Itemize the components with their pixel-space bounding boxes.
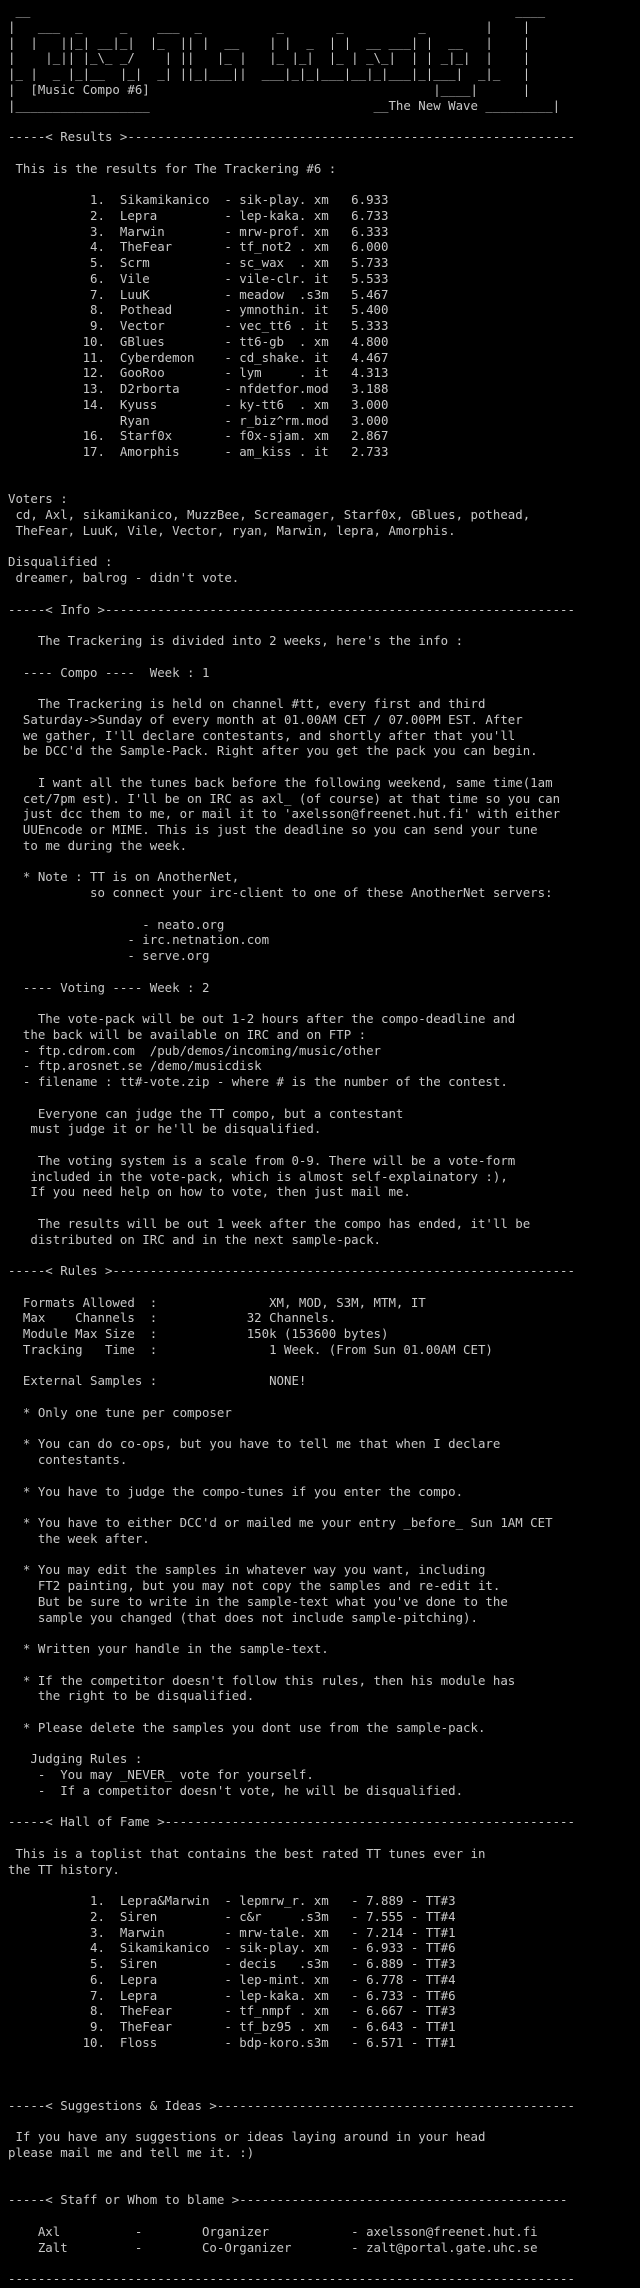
text-line: just dcc them to me, or mail it to 'axelsson@freenet.hut.fi' with either	[8, 806, 561, 822]
text-line: The Trackering is held on channel #tt, every first and third	[8, 696, 486, 711]
text-line: - serve.org	[8, 948, 210, 963]
text-line: * Note : TT is on AnotherNet,	[8, 869, 240, 885]
text-line: 9. TheFear - tf_bz95 . xm - 6.643 - TT#1	[8, 2019, 456, 2034]
text-line: 4. TheFear - tf_not2 . xm 6.000	[8, 239, 389, 255]
text-line: The Trackering is divided into 2 weeks, here's the info :	[8, 633, 464, 648]
blank-line	[8, 1625, 575, 1641]
text-line: - irc.netnation.com	[8, 932, 270, 948]
text-line: Formats Allowed : XM, MOD, S3M, MTM, IT	[8, 1294, 426, 1310]
text-line: 14. Kyuss - ky-tt6 . xm 3.000	[8, 396, 389, 412]
text-line: ---- Compo ---- Week : 1	[8, 664, 210, 680]
blank-line	[8, 460, 575, 476]
text-line: Disqualified :	[8, 554, 113, 570]
text-line: * Written your handle in the sample-text.	[8, 1641, 329, 1656]
text-line: The voting system is a scale from 0-9. There will be a vote-form	[8, 1152, 516, 1168]
blank-line	[8, 2161, 575, 2177]
blank-line	[8, 2114, 575, 2130]
text-line: - If a competitor doesn't vote, he will be disqualified.	[8, 1782, 464, 1798]
text-line: This is a toplist that contains the best rated TT tunes ever in	[8, 1845, 486, 1861]
blank-line	[8, 680, 575, 696]
text-line: 4. Sikamikanico - sik-play. xm - 6.933 - TT#6	[8, 1940, 456, 1956]
blank-line	[8, 2082, 575, 2098]
ascii-banner-line: __ ____	[8, 3, 546, 18]
blank-line	[8, 2208, 575, 2224]
text-line: External Samples : NONE!	[8, 1373, 307, 1389]
blank-line	[8, 2066, 575, 2082]
text-line: dreamer, balrog - didn't vote.	[8, 570, 240, 585]
text-line: 12. GooRoo - lym . it 4.313	[8, 365, 389, 381]
text-line: * You may edit the samples in whatever way you want, including	[8, 1562, 486, 1578]
blank-line	[8, 476, 575, 492]
text-line: the back will be available on IRC and on FTP :	[8, 1026, 367, 1042]
text-line: 16. Starf0x - f0x-sjam. xm 2.867	[8, 428, 389, 444]
text-line: 11. Cyberdemon - cd_shake. it 4.467	[8, 349, 389, 365]
blank-line	[8, 995, 575, 1011]
text-line: The vote-pack will be out 1-2 hours after the compo-deadline and	[8, 1011, 516, 1026]
text-line: distributed on IRC and in the next sample-pack.	[8, 1231, 381, 1247]
blank-line	[8, 649, 575, 665]
blank-line	[8, 1799, 575, 1815]
text-line: 3. Marwin - mrw-tale. xm - 7.214 - TT#1	[8, 1924, 456, 1940]
text-line: UUEncode or MIME. This is just the deadline so you can send your tune	[8, 822, 538, 837]
text-line: * Only one tune per composer	[8, 1404, 232, 1420]
text-line: * You have to judge the compo-tunes if you enter the compo.	[8, 1483, 464, 1499]
text-line: be DCC'd the Sample-Pack. Right after you get the pack you can begin.	[8, 743, 538, 759]
blank-line	[8, 586, 575, 602]
text-line: - ftp.arosnet.se /demo/musicdisk	[8, 1058, 262, 1074]
ascii-banner-line: | |_|| |_\_ _/ | || |_ | |_ |_| |_ | _\_| | | _|_| | |	[8, 50, 531, 66]
text-line: Axl - Organizer - axelsson@freenet.hut.fi	[8, 2223, 538, 2239]
text-line: 8. TheFear - tf_nmpf . xm - 6.667 - TT#3	[8, 2003, 456, 2019]
blank-line	[8, 1389, 575, 1405]
text-line: * You can do co-ops, but you have to tell me that when I declare	[8, 1436, 501, 1452]
text-line: 7. Lepra - lep-kaka. xm - 6.733 - TT#6	[8, 1987, 456, 2003]
text-line: Judging Rules :	[8, 1751, 143, 1767]
blank-line	[8, 2051, 575, 2067]
text-line: 13. D2rborta - nfdetfor.mod 3.188	[8, 381, 389, 396]
text-line: the right to be disqualified.	[8, 1688, 255, 1704]
text-line: sample you changed (that does not include sample-pitching).	[8, 1609, 478, 1625]
text-line: 10. GBlues - tt6-gb . xm 4.800	[8, 333, 389, 349]
section-divider: ----------------------------------------------------------------------------	[8, 2271, 575, 2286]
blank-line	[8, 1499, 575, 1515]
blank-line	[8, 1468, 575, 1484]
text-line: If you have any suggestions or ideas laying around in your head	[8, 2129, 486, 2145]
text-line: so connect your irc-client to one of these AnotherNet servers:	[8, 885, 553, 900]
text-line: 2. Lepra - lep-kaka. xm 6.733	[8, 207, 389, 223]
blank-line	[8, 1877, 575, 1893]
section-divider: -----< Info >---------------------------------------------------------------	[8, 601, 575, 617]
text-line: we gather, I'll declare contestants, and shortly after that you'll	[8, 727, 516, 743]
blank-line	[8, 1704, 575, 1720]
text-line: 5. Scrm - sc_wax . xm 5.733	[8, 255, 389, 270]
text-line: Zalt - Co-Organizer - zalt@portal.gate.uhc.se	[8, 2239, 538, 2255]
blank-line	[8, 539, 575, 555]
text-line: 5. Siren - decis .s3m - 6.889 - TT#3	[8, 1956, 456, 1971]
text-line: 8. Pothead - ymnothin. it 5.400	[8, 302, 389, 318]
text-line: 10. Floss - bdp-koro.s3m - 6.571 - TT#1	[8, 2034, 456, 2050]
text-line: cd, Axl, sikamikanico, MuzzBee, Screamager, Starf0x, GBlues, pothead,	[8, 507, 531, 522]
blank-line	[8, 2177, 575, 2193]
blank-line	[8, 1247, 575, 1263]
blank-line	[8, 759, 575, 775]
text-line: 6. Lepra - lep-mint. xm - 6.778 - TT#4	[8, 1971, 456, 1987]
blank-line	[8, 1090, 575, 1106]
text-line: included in the vote-pack, which is almost self-explainatory :),	[8, 1168, 508, 1184]
text-line: must judge it or he'll be disqualified.	[8, 1121, 322, 1137]
text-line: Voters :	[8, 491, 68, 507]
blank-line	[8, 1657, 575, 1673]
text-line: to me during the week.	[8, 837, 188, 853]
text-line: 9. Vector - vec_tt6 . it 5.333	[8, 318, 389, 333]
text-line: 7. LuuK - meadow .s3m 5.467	[8, 286, 389, 302]
text-line: I want all the tunes back before the following weekend, same time(1am	[8, 774, 553, 790]
text-line: 1. Lepra&Marwin - lepmrw_r. xm - 7.889 - TT#3	[8, 1893, 456, 1908]
text-line: the TT history.	[8, 1861, 120, 1877]
text-line: Tracking Time : 1 Week. (From Sun 01.00AM CET)	[8, 1341, 493, 1357]
text-line: Max Channels : 32 Channels.	[8, 1310, 337, 1326]
text-line: ---- Voting ---- Week : 2	[8, 979, 210, 995]
text-document	[8, 3, 575, 2287]
section-divider: -----< Hall of Fame >-------------------------------------------------------	[8, 1814, 575, 1830]
text-line: The results will be out 1 week after the compo has ended, it'll be	[8, 1215, 531, 1231]
blank-line	[8, 113, 575, 129]
blank-line	[8, 1547, 575, 1563]
blank-line	[8, 176, 575, 192]
section-divider: -----< Results >------------------------------------------------------------	[8, 129, 575, 144]
text-line: But be sure to write in the sample-text what you've done to the	[8, 1593, 508, 1609]
blank-line	[8, 1279, 575, 1295]
blank-line	[8, 1830, 575, 1846]
text-line: - neato.org	[8, 916, 225, 932]
blank-line	[8, 964, 575, 980]
ascii-banner-line: |_ | _ |_|__ |_| _| ||_|___|| ___|_|_|___|__|_|___|_|___| _|_ |	[8, 66, 531, 81]
text-line: Everyone can judge the TT compo, but a contestant	[8, 1105, 404, 1121]
text-line: * If the competitor doesn't follow this rules, then his module has	[8, 1672, 516, 1688]
blank-line	[8, 854, 575, 870]
ascii-banner-line: | [Music Compo #6] |____| |	[8, 81, 531, 97]
ascii-banner-line: |__________________ __The New Wave _________|	[8, 97, 561, 113]
ascii-banner-line: | ___ _ _ ___ _ _ _ _ | |	[8, 18, 531, 34]
blank-line	[8, 1358, 575, 1374]
blank-line	[8, 901, 575, 917]
section-divider: -----< Rules >--------------------------------------------------------------	[8, 1263, 575, 1278]
blank-line	[8, 1137, 575, 1153]
text-line: contestants.	[8, 1452, 128, 1467]
text-line: 1. Sikamikanico - sik-play. xm 6.933	[8, 192, 389, 207]
blank-line	[8, 1421, 575, 1437]
text-line: - You may _NEVER_ vote for yourself.	[8, 1767, 314, 1782]
blank-line	[8, 2255, 575, 2271]
text-line: TheFear, LuuK, Vile, Vector, ryan, Marwin, lepra, Amorphis.	[8, 522, 456, 538]
text-line: 6. Vile - vile-clr. it 5.533	[8, 270, 389, 286]
ascii-banner-line: | | ||_| __|_| |_ || | __ | | _ | | __ ___| | __ | |	[8, 34, 531, 50]
text-line: Ryan - r_biz^rm.mod 3.000	[8, 412, 389, 428]
text-line: - filename : tt#-vote.zip - where # is the number of the contest.	[8, 1074, 508, 1089]
blank-line	[8, 145, 575, 161]
text-line: 2. Siren - c&r .s3m - 7.555 - TT#4	[8, 1908, 456, 1924]
text-line: This is the results for The Trackering #6 :	[8, 160, 337, 176]
text-line: Saturday->Sunday of every month at 01.00AM CET / 07.00PM EST. After	[8, 711, 523, 727]
section-divider: -----< Suggestions & Ideas >------------------------------------------------	[8, 2097, 575, 2113]
text-line: 3. Marwin - mrw-prof. xm 6.333	[8, 223, 389, 239]
text-line: please mail me and tell me it. :)	[8, 2145, 255, 2160]
text-line: 17. Amorphis - am_kiss . it 2.733	[8, 444, 389, 459]
text-line: Module Max Size : 150k (153600 bytes)	[8, 1326, 389, 1341]
text-line: * You have to either DCC'd or mailed me your entry _before_ Sun 1AM CET	[8, 1515, 553, 1530]
text-line: the week after.	[8, 1530, 150, 1546]
blank-line	[8, 1736, 575, 1752]
section-divider: -----< Staff or Whom to blame >--------------------------------------------	[8, 2192, 568, 2208]
blank-line	[8, 617, 575, 633]
text-line: FT2 painting, but you may not copy the samples and re-edit it.	[8, 1578, 501, 1593]
text-line: * Please delete the samples you dont use from the sample-pack.	[8, 1719, 486, 1735]
text-line: If you need help on how to vote, then just mail me.	[8, 1184, 411, 1200]
blank-line	[8, 1200, 575, 1216]
text-line: cet/7pm est). I'll be on IRC as axl_ (of course) at that time so you can	[8, 790, 561, 806]
text-line: - ftp.cdrom.com /pub/demos/incoming/music/other	[8, 1042, 381, 1058]
